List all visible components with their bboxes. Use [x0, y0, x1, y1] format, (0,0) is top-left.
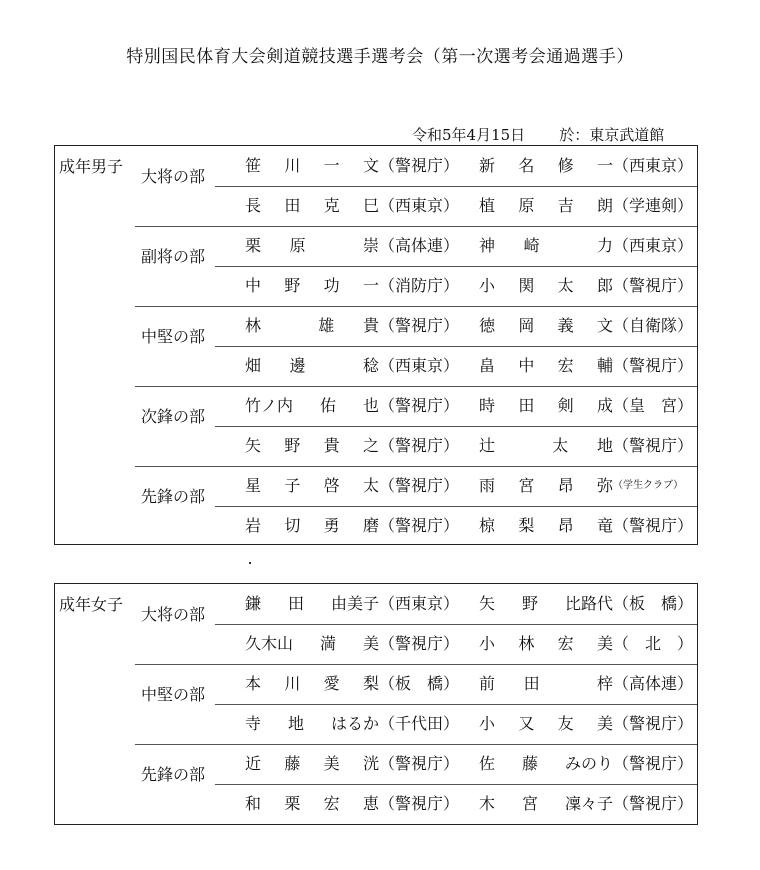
name-char: 畠	[479, 356, 496, 375]
name-char: 梨	[518, 516, 535, 535]
name-char: 田	[287, 594, 304, 613]
name-char: 凜々子	[564, 794, 613, 813]
name-char: 郎	[596, 276, 613, 295]
name-char: 小	[479, 714, 496, 733]
name-char: 又	[518, 714, 535, 733]
name-char: はるか	[330, 714, 379, 733]
name-char: 時	[479, 396, 496, 415]
name-char: 矢	[245, 436, 262, 455]
player-name	[479, 315, 613, 337]
name-char: 愛	[323, 674, 340, 693]
name-char: 吉	[557, 196, 574, 215]
player-affiliation: （警視庁）	[379, 396, 460, 415]
name-char: 長	[245, 196, 262, 215]
name-char: 原	[518, 196, 535, 215]
player-name	[479, 515, 613, 537]
player-affiliation: （学連剣）	[613, 196, 694, 215]
name-char: 比路代	[564, 594, 613, 613]
division-label: 先鋒の部	[141, 487, 206, 506]
name-char: 藤	[284, 754, 301, 773]
name-char: 成	[596, 396, 613, 415]
division-label: 中堅の部	[141, 685, 206, 704]
player-name	[245, 475, 379, 497]
name-char: 野	[284, 436, 301, 455]
player-row	[55, 306, 697, 346]
name-char: 佑	[319, 396, 336, 415]
name-char: 磨	[362, 516, 379, 535]
name-char: 田	[518, 396, 535, 415]
name-char: 田	[523, 674, 540, 693]
name-char: 野	[521, 594, 538, 613]
player-affiliation: （警視庁）	[613, 794, 694, 813]
player-row	[55, 346, 697, 386]
player-affiliation: （警視庁）	[379, 316, 460, 335]
player-affiliation: （警視庁）	[613, 276, 694, 295]
player-name	[245, 633, 379, 655]
name-char: 輔	[596, 356, 613, 375]
name-char: 植	[479, 196, 496, 215]
name-char: 竹ノ内	[245, 396, 294, 415]
name-char: 克	[323, 196, 340, 215]
name-char: 雨	[479, 476, 496, 495]
player-affiliation: （ 北 ）	[613, 634, 694, 653]
name-char: 宏	[557, 356, 574, 375]
name-char: 川	[284, 156, 301, 175]
player-name	[245, 713, 379, 735]
player-affiliation: （皇 宮）	[613, 396, 694, 415]
player-name	[479, 475, 613, 497]
player-affiliation: （西東京）	[613, 156, 694, 175]
name-char: 稔	[362, 356, 379, 375]
player-name	[245, 275, 379, 297]
player-row	[55, 386, 697, 426]
player-name	[479, 753, 613, 775]
name-char: 文	[362, 156, 379, 175]
division-label: 先鋒の部	[141, 765, 206, 784]
player-row	[55, 506, 697, 546]
name-char: 田	[284, 196, 301, 215]
player-affiliation: （西東京）	[379, 356, 460, 375]
player-affiliation: （高体連）	[613, 674, 694, 693]
name-char: 剣	[557, 396, 574, 415]
name-char: 中	[518, 356, 535, 375]
name-char: 星	[245, 476, 262, 495]
name-char: 小	[479, 634, 496, 653]
name-char: 寺	[245, 714, 262, 733]
name-char: 弥	[596, 476, 613, 495]
player-affiliation: （消防庁）	[379, 276, 460, 295]
name-char: 宮	[521, 794, 538, 813]
name-char: 貴	[362, 316, 379, 335]
name-char: 徳	[479, 316, 496, 335]
player-affiliation: （警視庁）	[379, 156, 460, 175]
name-char: 由美子	[330, 594, 379, 613]
name-char: 太	[362, 476, 379, 495]
player-affiliation: （高体連）	[379, 236, 460, 255]
name-char: 子	[284, 476, 301, 495]
name-char: 美	[596, 714, 613, 733]
name-char: 林	[518, 634, 535, 653]
name-char: 満	[319, 634, 336, 653]
name-char: 前	[479, 674, 496, 693]
name-char: 栗	[245, 236, 262, 255]
name-char: 切	[284, 516, 301, 535]
player-name	[245, 315, 379, 337]
name-char: 椋	[479, 516, 496, 535]
player-affiliation: （警視庁）	[613, 754, 694, 773]
name-char: 原	[289, 236, 306, 255]
name-char: 修	[557, 156, 574, 175]
name-char: 太	[557, 276, 574, 295]
name-char: 新	[479, 156, 496, 175]
player-affiliation: （警視庁）	[379, 754, 460, 773]
name-char: 貴	[323, 436, 340, 455]
name-char: 雄	[318, 316, 335, 335]
player-affiliation: （警視庁）	[613, 714, 694, 733]
player-affiliation: （学生クラブ）	[613, 480, 684, 491]
player-name	[479, 793, 613, 815]
name-char: 勇	[323, 516, 340, 535]
name-char: 竜	[596, 516, 613, 535]
name-char: 邊	[289, 356, 306, 375]
name-char: 中	[245, 276, 262, 295]
name-char: 宮	[518, 476, 535, 495]
player-row	[55, 146, 697, 186]
player-name	[479, 713, 613, 735]
player-row	[55, 226, 697, 266]
player-row	[55, 266, 697, 306]
division-label: 次鋒の部	[141, 407, 206, 426]
name-char: 宏	[557, 634, 574, 653]
player-name	[245, 355, 379, 377]
player-affiliation: （西東京）	[379, 594, 460, 613]
name-char: 崎	[523, 236, 540, 255]
name-char: 名	[518, 156, 535, 175]
name-char: 小	[479, 276, 496, 295]
name-char: 也	[362, 396, 379, 415]
name-char: 岩	[245, 516, 262, 535]
player-affiliation: （警視庁）	[379, 436, 460, 455]
player-name	[245, 515, 379, 537]
player-affiliation: （警視庁）	[379, 634, 460, 653]
player-affiliation: （警視庁）	[379, 794, 460, 813]
player-row	[55, 186, 697, 226]
name-char: 和	[245, 794, 262, 813]
player-affiliation: （警視庁）	[613, 516, 694, 535]
player-row	[55, 466, 697, 506]
name-char: 朗	[596, 196, 613, 215]
name-char: 功	[323, 276, 340, 295]
player-affiliation: （千代田）	[379, 714, 460, 733]
name-char: みのり	[564, 754, 613, 773]
player-name	[245, 673, 379, 695]
name-char: 崇	[362, 236, 379, 255]
name-char: 佐	[479, 754, 496, 773]
division-label: 中堅の部	[141, 327, 206, 346]
name-char: 梓	[596, 674, 613, 693]
name-char: 昂	[557, 516, 574, 535]
player-row	[55, 584, 697, 624]
name-char: 昂	[557, 476, 574, 495]
name-char: 力	[596, 236, 613, 255]
name-char: 友	[557, 714, 574, 733]
player-name	[479, 235, 613, 257]
player-affiliation: （西東京）	[379, 196, 460, 215]
name-char: 川	[284, 674, 301, 693]
player-name	[245, 753, 379, 775]
name-char: 之	[362, 436, 379, 455]
player-affiliation: （西東京）	[613, 236, 694, 255]
name-char: 太	[552, 436, 569, 455]
player-row	[55, 704, 697, 744]
player-name	[479, 275, 613, 297]
player-row	[55, 624, 697, 664]
player-affiliation: （警視庁）	[379, 516, 460, 535]
name-char: 関	[518, 276, 535, 295]
page-title: 特別国民体育大会剣道競技選手選考会（第一次選考会通過選手）	[126, 47, 634, 67]
name-char: 一	[362, 276, 379, 295]
name-char: 野	[284, 276, 301, 295]
player-name	[479, 593, 613, 615]
name-char: 笹	[245, 156, 262, 175]
name-char: 岡	[518, 316, 535, 335]
player-name	[245, 195, 379, 217]
player-name	[479, 673, 613, 695]
name-char: 神	[479, 236, 496, 255]
name-char: 辻	[479, 436, 496, 455]
name-char: 地	[596, 436, 613, 455]
category-label: 成年女子	[59, 595, 124, 614]
player-name	[479, 195, 613, 217]
name-char: 美	[596, 634, 613, 653]
date-venue-line	[412, 124, 664, 145]
name-char: 近	[245, 754, 262, 773]
player-name	[245, 395, 379, 417]
name-char: 藤	[521, 754, 538, 773]
category-label: 成年男子	[59, 157, 124, 176]
name-char: 洸	[362, 754, 379, 773]
player-name	[479, 355, 613, 377]
name-char: 栗	[284, 794, 301, 813]
player-name	[479, 435, 613, 457]
player-name	[245, 793, 379, 815]
name-char: 矢	[479, 594, 496, 613]
player-row	[55, 744, 697, 784]
name-char: 本	[245, 674, 262, 693]
name-char: 宏	[323, 794, 340, 813]
player-name	[479, 395, 613, 417]
player-row	[55, 664, 697, 704]
name-char: 鎌	[245, 594, 262, 613]
player-affiliation: （自衛隊）	[613, 316, 694, 335]
name-char: 義	[557, 316, 574, 335]
player-row	[55, 784, 697, 824]
name-char: 一	[596, 156, 613, 175]
section-women	[54, 583, 698, 825]
player-name	[479, 155, 613, 177]
name-char: 巳	[362, 196, 379, 215]
player-name	[245, 435, 379, 457]
name-char: 梨	[362, 674, 379, 693]
name-char: 啓	[323, 476, 340, 495]
event-date: 令和5年4月15日	[412, 126, 526, 144]
name-char: 文	[596, 316, 613, 335]
stray-dot	[249, 562, 251, 564]
player-affiliation: （板 橋）	[379, 674, 460, 693]
name-char: 一	[323, 156, 340, 175]
name-char: 美	[323, 754, 340, 773]
player-name	[245, 155, 379, 177]
name-char: 畑	[245, 356, 262, 375]
name-char: 久木山	[245, 634, 294, 653]
event-venue: 於：東京武道館	[559, 126, 665, 144]
section-men	[54, 145, 698, 545]
player-name	[245, 235, 379, 257]
division-label: 大将の部	[141, 167, 206, 186]
division-label: 副将の部	[141, 247, 206, 266]
player-affiliation: （警視庁）	[379, 476, 460, 495]
division-label: 大将の部	[141, 605, 206, 624]
name-char: 美	[362, 634, 379, 653]
player-row	[55, 426, 697, 466]
name-char: 木	[479, 794, 496, 813]
player-affiliation: （警視庁）	[613, 436, 694, 455]
player-affiliation: （板 橋）	[613, 594, 694, 613]
name-char: 地	[287, 714, 304, 733]
player-name	[245, 593, 379, 615]
player-affiliation: （警視庁）	[613, 356, 694, 375]
player-name	[479, 633, 613, 655]
name-char: 恵	[362, 794, 379, 813]
name-char: 林	[245, 316, 262, 335]
